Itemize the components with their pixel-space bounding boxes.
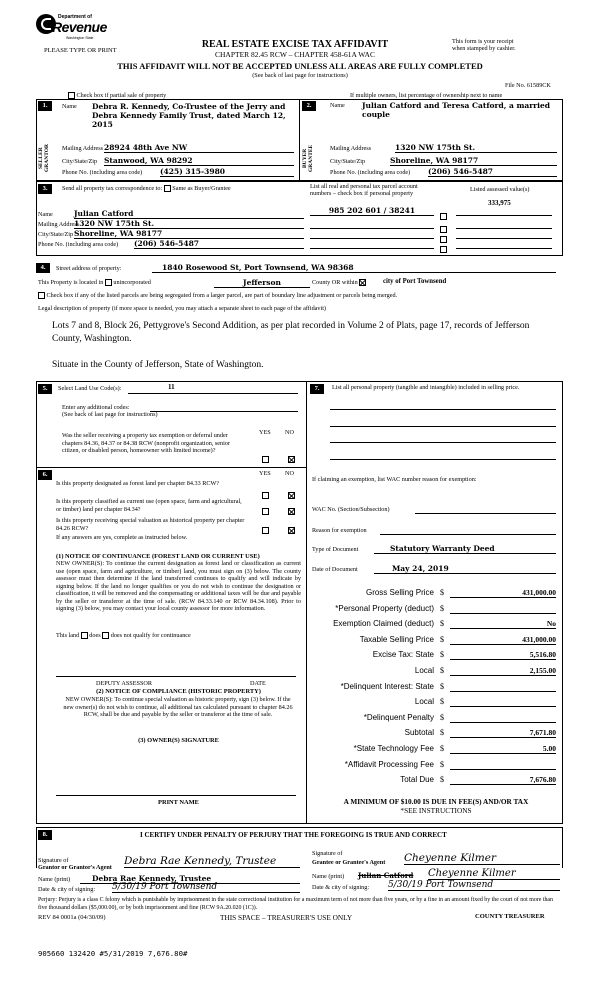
deputy-date-label: DATE	[250, 680, 266, 687]
deputy-assessor-line[interactable]	[56, 676, 296, 677]
grantor-name[interactable]: Debra Rae Kennedy, Trustee	[80, 874, 300, 884]
personal-property-line-3[interactable]	[330, 442, 556, 443]
fin-value-3[interactable]: 431,000.00	[450, 635, 556, 645]
document-date-label: Date of Document	[312, 566, 358, 573]
fin-value-9[interactable]: 7,671.80	[450, 728, 556, 738]
fin-label-9: Subtotal	[404, 728, 434, 737]
buyer-city[interactable]: Shoreline, WA 98177	[390, 156, 557, 166]
forest-question: Is this property designated as forest land per chapter 84.33 RCW?	[56, 480, 220, 487]
s6-q3-no-checkbox[interactable]	[288, 521, 295, 539]
dollar-sign-icon: $	[440, 713, 444, 722]
seller-side-label: SELLER GRANTOR	[38, 144, 50, 173]
parcel-number[interactable]: 985 202 601 / 38241	[310, 206, 434, 216]
grantee-name-struck: Julian Catford	[358, 871, 414, 880]
located-label: This Property is located in	[38, 279, 104, 286]
tax-phone[interactable]: (206) 546-5487	[134, 239, 304, 249]
county-or-label: County OR within	[312, 279, 358, 286]
assessed-line-1[interactable]	[456, 215, 552, 216]
document-type-label: Type of Document	[312, 546, 359, 553]
document-type[interactable]: Statutory Warranty Deed	[374, 544, 556, 554]
fin-label-0: Gross Selling Price	[365, 588, 434, 597]
assessed-header: Listed assessed value(s)	[470, 186, 530, 193]
legal-description[interactable]: Lots 7 and 8, Block 26, Pettygrove's Second Addition, as per plat recorded in Volume 2 of Plats, page 17, records of Jefferson County, Washington.	[52, 321, 530, 344]
notice-compliance-body: NEW OWNER(S): To continue special valuation as historic property, sign (3) below. If the new owner(s) do not wish to continue, all additional tax calculated pursuant to chapter 84.26 RCW, shall be due and payable by the seller or transferor at the time of sale.	[63, 696, 293, 718]
fin-value-12[interactable]: 7,676.80	[450, 775, 556, 785]
grantor-sig-label-1: Signature of	[38, 857, 69, 864]
assessed-line-4[interactable]	[456, 248, 552, 249]
grantee-date-label: Date & city of signing:	[312, 884, 370, 891]
s5-yes-header: YES	[259, 429, 271, 436]
multiple-owners-note: If multiple owners, list percentage of ownership next to name	[350, 92, 503, 99]
fin-label-3: Taxable Selling Price	[359, 635, 434, 644]
exemption-question: Was the seller receiving a property tax exemption or deferral under chapters 84.36, 84.37 or 84.38 RCW (nonprofit organization, senior citizen, or disabled person, homeowner with limited income)?	[62, 432, 231, 454]
seller-mailing-label: Mailing Address	[62, 145, 104, 152]
section-7-number: 7.	[310, 384, 324, 394]
s6-q3-yes-checkbox[interactable]	[262, 521, 269, 539]
county-name[interactable]: Jefferson	[214, 278, 310, 288]
parcel-line-2[interactable]	[310, 228, 434, 229]
parcel-line-4[interactable]	[310, 248, 434, 249]
fin-label-8: *Delinquent Penalty	[363, 713, 434, 722]
fin-label-10: *State Technology Fee	[353, 744, 434, 753]
assessed-line-3[interactable]	[456, 238, 552, 239]
section-5-number: 5.	[38, 384, 52, 394]
fin-value-7[interactable]	[450, 697, 556, 707]
grantee-sig-label-1: Signature of	[312, 850, 343, 857]
buyer-name-label: Name	[330, 102, 345, 109]
fin-label-6: *Delinquent Interest: State	[340, 682, 434, 691]
same-as-buyer-label: Same as Buyer/Grantee	[172, 185, 231, 192]
street-address[interactable]: 1840 Rosewood St, Port Townsend, WA 98368	[152, 263, 556, 273]
wac-number-input[interactable]	[415, 513, 556, 514]
exemption-reason-label: Reason for exemption	[312, 527, 367, 534]
see-instructions: *SEE INSTRUCTIONS	[400, 806, 472, 815]
grantee-signature[interactable]: Cheyenne Kilmer	[404, 852, 560, 865]
additional-codes-input[interactable]	[150, 411, 298, 412]
fin-label-12: Total Due	[400, 775, 434, 784]
segregated-row	[38, 292, 397, 300]
personal-property-label: List all personal property (tangible and intangible) included in selling price.	[332, 384, 520, 391]
fin-value-10[interactable]: 5.00	[450, 744, 556, 754]
legal-description-label: Legal description of property (if more space is needed, you may attach a separate sheet to each page of the affidavit)	[38, 305, 326, 312]
minimum-due-notice: A MINIMUM OF $10.00 IS DUE IN FEE(S) AND/OR TAX	[343, 797, 529, 806]
buyer-phone[interactable]: (206) 546-5487	[428, 167, 557, 177]
fin-value-2[interactable]: No	[450, 619, 556, 629]
parcel-header-1: List all real and personal tax parcel account	[310, 183, 418, 190]
grantor-date-label: Date & city of signing:	[38, 886, 96, 893]
fin-label-7: Local	[414, 697, 434, 706]
personal-property-line-2[interactable]	[330, 426, 556, 427]
buyer-name[interactable]: Julian Catford and Teresa Catford, a married couple	[362, 101, 551, 119]
s6-no-header: NO	[285, 470, 294, 477]
assessed-value[interactable]: 333,975	[488, 199, 511, 207]
city-checkbox[interactable]	[359, 279, 366, 286]
dollar-sign-icon: $	[440, 728, 444, 737]
dollar-sign-icon: $	[440, 744, 444, 753]
notice-continuance-body: NEW OWNER(S): To continue the current designation as forest land or classification as current use (open space, farm and agriculture, or timber) land, you must sign on (3) below. The county assessor must then determine if the land transferred continues to qualify and will indicate by signing below. If the land no longer qualifies or you do not wish to continue the designation or classification, it will be removed and the compensating or additional taxes will be due and payable by the seller or transferor at the time of sale. (RCW 84.33.140 or RCW 84.34.108). Prior to signing (3) below, you may contact your local county assessor for more information.	[56, 560, 301, 612]
additional-codes-label: Enter any additional codes:	[62, 404, 130, 411]
tax-city[interactable]: Shoreline, WA 98177	[74, 229, 304, 239]
seller-phone[interactable]: (425) 315-3980	[160, 167, 294, 177]
street-label: Street address of property:	[56, 265, 122, 272]
notice-compliance-title: (2) NOTICE OF COMPLIANCE (HISTORIC PROPERTY)	[96, 688, 261, 695]
tax-name[interactable]: Julian Catford	[74, 209, 304, 219]
personal-property-line-1[interactable]	[330, 409, 556, 410]
dollar-sign-icon: $	[440, 682, 444, 691]
answers-yes-note: If any answers are yes, complete as instructed below.	[56, 534, 188, 541]
type-or-print: PLEASE TYPE OR PRINT	[44, 47, 117, 54]
tax-mailing-label: Mailing Address	[38, 221, 80, 228]
tax-phone-label: Phone No. (including area code)	[38, 241, 119, 248]
fin-label-11: *Affidavit Processing Fee	[344, 760, 434, 769]
seller-phone-label: Phone No. (including area code)	[62, 169, 143, 176]
land-use-label: Select Land Use Code(s):	[58, 385, 122, 392]
seller-name[interactable]: Debra R. Kennedy, Co-Trustee of the Jerry and Debra Kennedy Family Trust, dated March 12, 2015	[92, 102, 286, 129]
dollar-sign-icon: $	[440, 604, 444, 613]
same-as-buyer-checkbox[interactable]	[164, 185, 171, 192]
buyer-mailing[interactable]: 1320 NW 175th St.	[395, 143, 557, 153]
buyer-phone-label: Phone No. (including area code)	[330, 169, 411, 176]
s5-q1-no-checkbox[interactable]	[288, 450, 295, 468]
s5-no-header: NO	[285, 429, 294, 436]
dollar-sign-icon: $	[440, 775, 444, 784]
form-title: REAL ESTATE EXCISE TAX AFFIDAVIT	[201, 39, 389, 50]
unincorporated-label: unincorporated	[113, 279, 151, 286]
grantor-name-label: Name (print)	[38, 876, 71, 883]
fin-value-11[interactable]	[450, 760, 556, 770]
dollar-sign-icon: $	[440, 666, 444, 675]
county-or-row	[312, 279, 366, 287]
document-date[interactable]: May 24, 2019	[374, 564, 556, 574]
dollar-sign-icon: $	[440, 619, 444, 628]
grantee-sig-label-2: Grantee or Grantee's Agent	[312, 859, 386, 866]
notice-continuance-title: (1) NOTICE OF CONTINUANCE (FOREST LAND OR CURRENT USE)	[56, 553, 260, 560]
historic-question: Is this property receiving special valuation as historical property per chapter 84.26 RCW?	[56, 517, 245, 532]
tax-name-label: Name	[38, 211, 53, 218]
certify-statement: I CERTIFY UNDER PENALTY OF PERJURY THAT THE FOREGOING IS TRUE AND CORRECT	[140, 831, 447, 839]
land-use-code[interactable]: 11	[168, 383, 175, 391]
current-use-question: Is this property classified as current use (open space, farm and agricultural, or timber) land per chapter 84.34?	[56, 498, 242, 513]
section-1-number: 1.	[38, 101, 52, 111]
form-subtitle: CHAPTER 82.45 RCW – CHAPTER 458-61A WAC	[215, 50, 375, 59]
s6-yes-header: YES	[259, 470, 271, 477]
county-treasurer: COUNTY TREASURER	[475, 913, 545, 920]
tax-mailing[interactable]: 1320 NW 175th St.	[74, 219, 304, 229]
seller-city[interactable]: Stanwood, WA 98292	[104, 156, 294, 166]
parcel-line-3[interactable]	[310, 238, 434, 239]
grantee-date-city[interactable]: 5/30/19 Port Townsend	[388, 880, 560, 891]
dor-logo: Department of Revenue Washington State	[36, 12, 100, 44]
fin-value-6[interactable]	[450, 682, 556, 692]
fin-value-5[interactable]: 2,155.00	[450, 666, 556, 676]
does-not-label: does not qualify for continuance	[110, 632, 191, 639]
fin-label-4: Excise Tax: State	[372, 650, 434, 659]
treasurer-space: THIS SPACE – TREASURER'S USE ONLY	[220, 913, 353, 922]
owner-signature-line[interactable]	[56, 795, 296, 796]
fin-label-2: Exemption Claimed (deduct)	[333, 619, 434, 628]
continuance-row	[56, 632, 191, 640]
seller-name-label: Name	[62, 103, 77, 110]
legal-situate[interactable]: Situate in the County of Jefferson, State of Washington.	[52, 360, 264, 370]
wac-number-label: WAC No. (Section/Subsection)	[312, 506, 390, 513]
segregated-label: Check box if any of the listed parcels are being segregated from a larger parcel, are part of boundary line adjustment or parcels being merged.	[46, 292, 398, 299]
exemption-reason-input[interactable]	[380, 534, 556, 535]
partial-sale-label: Check box if partial sale of property	[76, 92, 167, 99]
deputy-assessor-label: DEPUTY ASSESSOR	[96, 680, 152, 687]
s6-q2-yes-checkbox[interactable]	[262, 502, 269, 520]
seller-mailing[interactable]: 28924 48th Ave NW	[104, 143, 294, 153]
fin-value-1[interactable]	[450, 604, 556, 614]
section-6-number: 6.	[38, 470, 52, 480]
parcel-header-2: numbers – check box if personal property	[310, 190, 414, 197]
send-correspondence	[62, 185, 231, 193]
dollar-sign-icon: $	[440, 650, 444, 659]
form-warning: THIS AFFIDAVIT WILL NOT BE ACCEPTED UNLESS ALL AREAS ARE FULLY COMPLETED	[117, 61, 483, 71]
owner-signature-label: (3) OWNER(S) SIGNATURE	[138, 737, 219, 744]
dollar-sign-icon: $	[440, 588, 444, 597]
exemption-wac-label: If claiming an exemption, list WAC number reason for exemption:	[312, 476, 477, 483]
assessed-line-2[interactable]	[456, 228, 552, 229]
grantor-date-city[interactable]: 5/30/19 Port Townsend	[112, 882, 300, 893]
land-does-not-checkbox[interactable]	[102, 632, 109, 639]
send-correspondence-label: Send all property tax correspondence to:	[62, 185, 163, 192]
fin-value-0[interactable]: 431,000.00	[450, 588, 556, 598]
this-land-label: This land	[56, 632, 80, 639]
see-back: (See back of last page for instructions)	[252, 72, 348, 79]
grantee-name[interactable]: Cheyenne Kilmer	[428, 868, 560, 880]
parcel-personal-checkbox-4[interactable]	[440, 240, 447, 258]
city-of[interactable]: city of Port Townsend	[383, 278, 447, 285]
s5-q1-yes-checkbox[interactable]	[262, 450, 269, 468]
treasurer-stamp: 905660 132420 #5/31/2019 7,676.80#	[38, 949, 188, 958]
section-3-number: 3.	[38, 184, 52, 194]
section-8-number: 8.	[38, 830, 52, 840]
personal-property-line-4[interactable]	[330, 459, 556, 460]
buyer-city-label: City/State/Zip	[330, 158, 366, 165]
fin-value-4[interactable]: 5,516.80	[450, 650, 556, 660]
receipt-note-2: when stamped by cashier.	[452, 45, 516, 52]
segregated-checkbox[interactable]	[38, 292, 45, 299]
s6-q2-no-checkbox[interactable]	[288, 502, 295, 520]
grantor-signature[interactable]: Debra Rae Kennedy, Trustee	[124, 855, 300, 868]
additional-codes-note: (See back of last page for instructions)	[62, 411, 158, 418]
section-4-number: 4.	[36, 263, 50, 273]
grantor-sig-label-2: Grantor or Grantor's Agent	[38, 864, 112, 871]
buyer-side-label: BUYER GRANTEE	[302, 144, 314, 172]
seller-city-label: City/State/Zip	[62, 158, 98, 165]
buyer-mailing-label: Mailing Address	[330, 145, 372, 152]
dollar-sign-icon: $	[440, 635, 444, 644]
located-row	[38, 279, 151, 287]
dollar-sign-icon: $	[440, 697, 444, 706]
unincorporated-checkbox[interactable]	[105, 279, 112, 286]
print-name-label: PRINT NAME	[158, 799, 199, 806]
revision-number: REV 84 0001a (04/30/09)	[38, 914, 106, 921]
fin-label-5: Local	[414, 666, 434, 675]
receipt-note-1: This form is your receipt	[452, 38, 514, 45]
fin-value-8[interactable]	[450, 713, 556, 723]
does-label: does	[89, 632, 101, 639]
tax-city-label: City/State/Zip	[38, 231, 74, 238]
fin-label-1: *Personal Property (deduct)	[335, 604, 434, 613]
dollar-sign-icon: $	[440, 760, 444, 769]
file-number: File No. 61589CK	[505, 82, 551, 89]
grantee-name-label: Name (print)	[312, 873, 345, 880]
perjury-notice: Perjury: Perjury is a class C felony which is punishable by imprisonment in the state correctional institution for a maximum term of not more than five years, or by a fine in an amount fixed by the court of not more than five thousand dollars ($5,000.00), or by both imprisonment and fine (RCW 9A.20.020 (1C)).	[38, 897, 553, 911]
land-does-checkbox[interactable]	[81, 632, 88, 639]
section-2-number: 2.	[302, 101, 316, 111]
